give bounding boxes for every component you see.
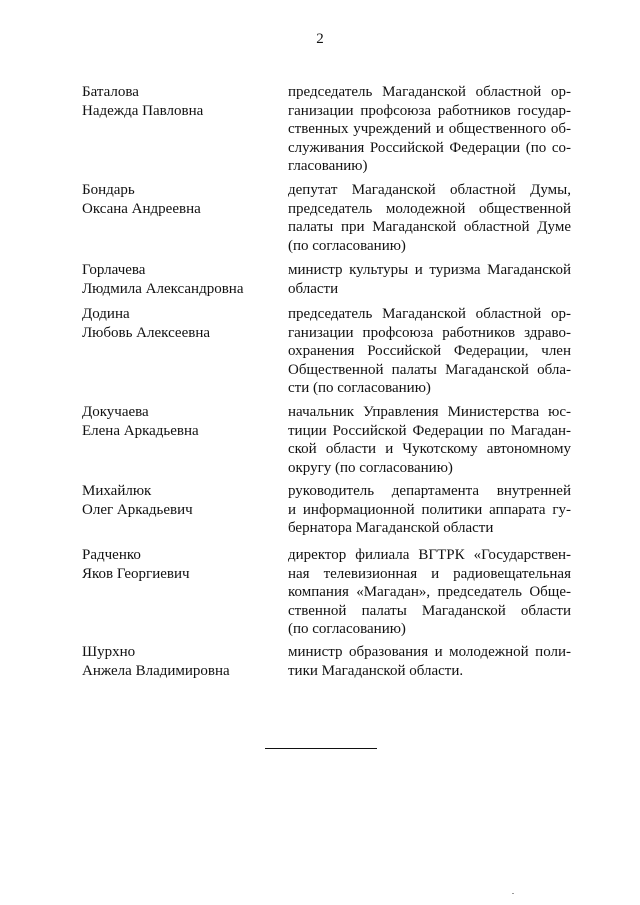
page-number: 2 <box>316 31 324 47</box>
member-name <box>82 305 282 342</box>
member-role <box>288 181 571 255</box>
role-line: ная телевизионная и радиовещательная <box>288 565 571 582</box>
role-line: сти (по согласованию) <box>288 380 431 397</box>
member-given-names: Анжела Владимировна <box>82 662 230 679</box>
role-line: ганизации профсоюза работников здраво- <box>288 324 571 341</box>
role-line: бернатора Магаданской области <box>288 520 494 537</box>
member-name <box>82 546 282 583</box>
end-separator-line <box>265 748 377 749</box>
member-role <box>288 83 571 176</box>
member-given-names: Любовь Алексеевна <box>82 324 210 341</box>
role-line: тиции Российской Федерации по Магадан- <box>288 422 571 439</box>
role-line: председатель молодежной общественной <box>288 200 571 217</box>
member-surname: Бондарь <box>82 182 135 198</box>
member-role <box>288 482 571 538</box>
role-line: председатель Магаданской областной ор- <box>288 306 571 322</box>
role-line: округу (по согласованию) <box>288 459 453 476</box>
role-line: ственных учреждений и общественного об- <box>288 121 571 138</box>
role-line: (по согласованию) <box>288 237 406 254</box>
member-name <box>82 482 282 519</box>
role-line: (по согласованию) <box>288 621 406 638</box>
role-line: и информационной политики аппарата гу- <box>288 501 571 518</box>
role-line: министр образования и молодежной поли- <box>288 644 571 660</box>
scan-speck <box>512 893 514 894</box>
member-name <box>82 643 282 680</box>
member-surname: Михайлюк <box>82 483 152 499</box>
member-given-names: Елена Аркадьевна <box>82 422 199 439</box>
role-line: ганизации профсоюза работников государ- <box>288 102 571 119</box>
member-name <box>82 403 282 440</box>
member-surname: Баталова <box>82 84 139 100</box>
role-line: депутат Магаданской областной Думы, <box>288 182 571 198</box>
member-given-names: Яков Георгиевич <box>82 565 190 582</box>
member-surname: Додина <box>82 306 130 322</box>
member-surname: Радченко <box>82 547 141 563</box>
member-given-names: Надежда Павловна <box>82 102 204 119</box>
member-surname: Шурхно <box>82 644 136 660</box>
member-given-names: Олег Аркадьевич <box>82 501 193 518</box>
role-line: руководитель департамента внутренней <box>288 483 571 499</box>
role-line: палаты при Магаданской областной Думе <box>288 219 571 236</box>
role-line: директор филиала ВГТРК «Государствен- <box>288 547 571 563</box>
member-given-names: Оксана Андреевна <box>82 200 201 217</box>
member-role <box>288 261 571 298</box>
member-role <box>288 305 571 398</box>
role-line: ской области и Чукотскому автономному <box>288 441 571 458</box>
member-given-names: Людмила Александровна <box>82 280 244 297</box>
role-line: ственной палаты Магаданской области <box>288 602 571 619</box>
role-line: области <box>288 280 339 297</box>
member-name <box>82 181 282 218</box>
role-line: Общественной палаты Магаданской обла- <box>288 361 571 378</box>
role-line: служивания Российской Федерации (по со- <box>288 139 571 156</box>
member-name <box>82 261 282 298</box>
role-line: министр культуры и туризма Магаданской <box>288 262 571 278</box>
role-line: охранения Российской Федерации, член <box>288 343 571 360</box>
role-line: компания «Магадан», председатель Обще- <box>288 584 571 601</box>
member-surname: Докучаева <box>82 404 149 420</box>
member-role <box>288 403 571 477</box>
role-line: гласованию) <box>288 158 368 175</box>
member-role <box>288 546 571 639</box>
member-role <box>288 643 571 680</box>
member-name <box>82 83 282 120</box>
member-surname: Горлачева <box>82 262 146 278</box>
role-line: начальник Управления Министерства юс- <box>288 404 571 420</box>
role-line: тики Магаданской области. <box>288 662 464 679</box>
role-line: председатель Магаданской областной ор- <box>288 84 571 100</box>
